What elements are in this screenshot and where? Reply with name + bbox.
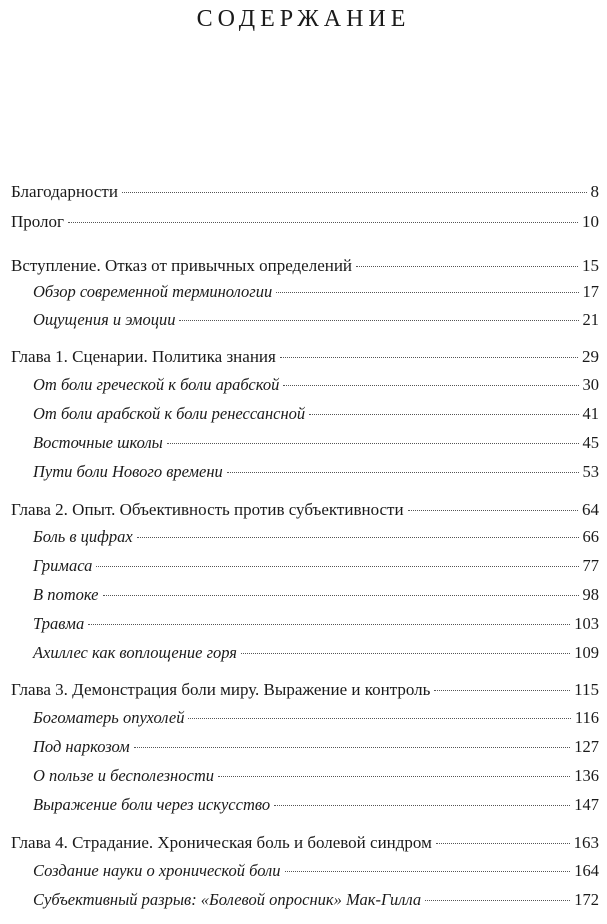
- toc-entry[interactable]: [33, 310, 599, 340]
- toc-entry-page-number: 147: [574, 795, 599, 814]
- toc-entry[interactable]: [33, 433, 599, 463]
- toc-entry-page-number: 115: [574, 680, 599, 699]
- dot-leader: [274, 805, 570, 806]
- dot-leader: [188, 718, 570, 719]
- toc-entry-label: Боль в цифрах: [33, 527, 133, 546]
- toc-entry-label: О пользе и бесполезности: [33, 766, 214, 785]
- dot-leader: [137, 537, 579, 538]
- toc-entry-page-number: 172: [574, 890, 599, 909]
- toc-entry-label: Травма: [33, 614, 85, 633]
- toc-entry-page-number: 109: [574, 643, 599, 662]
- toc-entry-page-number: 21: [582, 310, 599, 329]
- dot-leader: [241, 653, 570, 654]
- toc-entry-label: Глава 2. Опыт. Объективность против субъективности: [11, 500, 404, 519]
- toc-entry-page-number: 41: [582, 404, 599, 423]
- dot-leader: [227, 472, 579, 473]
- dot-leader: [88, 624, 570, 625]
- toc-entry[interactable]: [11, 833, 599, 863]
- toc-entry-label: Ахиллес как воплощение горя: [33, 643, 237, 662]
- toc-entry[interactable]: [33, 614, 599, 644]
- toc-entry[interactable]: [33, 890, 599, 920]
- toc-entry-label: В потоке: [33, 585, 99, 604]
- toc-entry-page-number: 77: [582, 556, 599, 575]
- toc-entry-label: Пути боли Нового времени: [33, 462, 223, 481]
- toc-entry[interactable]: [33, 527, 599, 557]
- toc-entry[interactable]: [33, 708, 599, 738]
- toc-entry-label: Глава 1. Сценарии. Политика знания: [11, 347, 276, 366]
- toc-entry[interactable]: [33, 795, 599, 825]
- toc-entry[interactable]: [33, 375, 599, 405]
- toc-entry-label: Восточные школы: [33, 433, 163, 452]
- toc-entry-page-number: 45: [582, 433, 599, 452]
- toc-entry-label: Субъективный разрыв: «Болевой опросник» Мак-Гилла: [33, 890, 422, 909]
- toc-entry[interactable]: [11, 347, 599, 377]
- dot-leader: [280, 357, 578, 358]
- dot-leader: [436, 843, 570, 844]
- toc-entry-page-number: 66: [582, 527, 599, 546]
- dot-leader: [283, 385, 578, 386]
- toc-entry[interactable]: [11, 500, 599, 530]
- toc-entry[interactable]: [33, 404, 599, 434]
- toc-entry-page-number: 164: [574, 861, 599, 880]
- toc-entry-label: Под наркозом: [33, 737, 130, 756]
- dot-leader: [167, 443, 579, 444]
- toc-entry-page-number: 103: [574, 614, 599, 633]
- dot-leader: [103, 595, 579, 596]
- toc-entry[interactable]: [33, 861, 599, 891]
- dot-leader: [96, 566, 578, 567]
- toc-entry-label: От боли арабской к боли ренессансной: [33, 404, 306, 423]
- dot-leader: [122, 192, 587, 193]
- toc-entry-label: Обзор современной терминологии: [33, 282, 273, 301]
- toc-entry[interactable]: [33, 282, 599, 312]
- dot-leader: [408, 510, 578, 511]
- toc-entry-page-number: 30: [582, 375, 599, 394]
- toc-entry-page-number: 8: [590, 182, 599, 201]
- toc-entry-page-number: 136: [574, 766, 599, 785]
- toc-entry[interactable]: [33, 737, 599, 767]
- toc-entry-page-number: 116: [574, 708, 599, 727]
- toc-entry-page-number: 15: [582, 256, 599, 275]
- toc-entry[interactable]: [11, 680, 599, 710]
- toc-entry-page-number: 64: [582, 500, 599, 519]
- toc-entry-label: Пролог: [11, 212, 65, 231]
- toc-entry-page-number: 10: [582, 212, 599, 231]
- toc-entry-label: Благодарности: [11, 182, 118, 201]
- toc-entry[interactable]: [33, 766, 599, 796]
- dot-leader: [356, 266, 578, 267]
- dot-leader: [434, 690, 570, 691]
- toc-entry-label: Создание науки о хронической боли: [33, 861, 281, 880]
- dot-leader: [285, 871, 571, 872]
- toc-entry[interactable]: [33, 556, 599, 586]
- toc-entry-label: От боли греческой к боли арабской: [33, 375, 280, 394]
- toc-entry-page-number: 98: [582, 585, 599, 604]
- toc-entry-page-number: 163: [573, 833, 599, 852]
- toc-entry-label: Глава 3. Демонстрация боли миру. Выражение и контроль: [11, 680, 431, 699]
- dot-leader: [218, 776, 570, 777]
- dot-leader: [68, 222, 578, 223]
- page-title: СОДЕРЖАНИЕ: [196, 6, 411, 32]
- toc-entry[interactable]: [33, 643, 599, 673]
- toc-entry-label: Богоматерь опухолей: [33, 708, 185, 727]
- toc-entry[interactable]: [33, 462, 599, 492]
- toc-entry-label: Глава 4. Страдание. Хроническая боль и болевой синдром: [11, 833, 432, 852]
- dot-leader: [179, 320, 578, 321]
- dot-leader: [309, 414, 578, 415]
- toc-entry-page-number: 53: [582, 462, 599, 481]
- toc-entry-page-number: 17: [582, 282, 599, 301]
- dot-leader: [134, 747, 571, 748]
- toc-entry-label: Гримаса: [33, 556, 93, 575]
- toc-entry-page-number: 29: [582, 347, 599, 366]
- toc-entry[interactable]: [33, 585, 599, 615]
- toc-entry[interactable]: [11, 182, 599, 212]
- toc-entry-label: Вступление. Отказ от привычных определений: [11, 256, 353, 275]
- toc-entry-page-number: 127: [574, 737, 599, 756]
- toc-entry[interactable]: [11, 212, 599, 242]
- toc-entry-label: Выражение боли через искусство: [33, 795, 271, 814]
- dot-leader: [276, 292, 578, 293]
- dot-leader: [425, 900, 570, 901]
- toc-entry-label: Ощущения и эмоции: [33, 310, 176, 329]
